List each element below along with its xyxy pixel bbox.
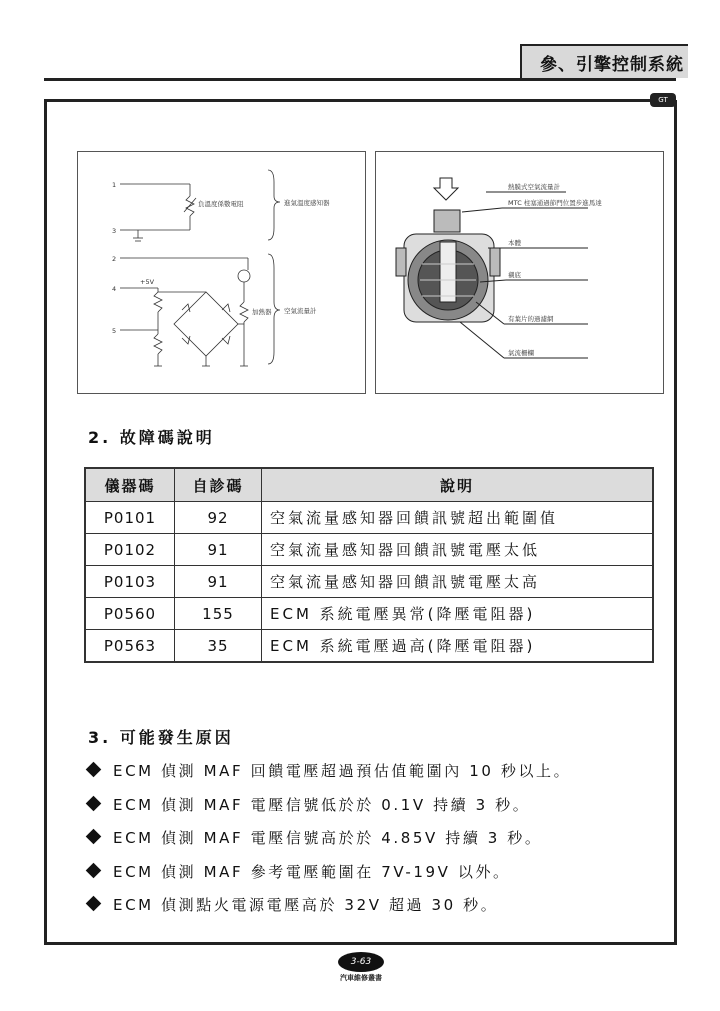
circuit-diagram — [78, 152, 365, 393]
page-number: 3-63 — [338, 952, 384, 972]
cause-list-item: ECM 偵測 MAF 參考電壓範圍在 7V-19V 以外。 — [88, 861, 511, 882]
circuit-diagram-figure — [77, 151, 366, 394]
header-rule — [44, 78, 676, 81]
self-diagnosis-code-cell: 35 — [175, 630, 262, 663]
plus5v-label: +5V — [140, 278, 155, 286]
table-row — [85, 502, 653, 534]
instrument-code-cell: P0101 — [85, 502, 175, 534]
sensor-callout: 襯底 — [508, 271, 521, 279]
pin-label: 1 — [112, 181, 117, 189]
diamond-bullet-icon — [86, 829, 102, 845]
frame-left-border — [44, 100, 47, 944]
pin-label: 3 — [112, 227, 117, 235]
table-row — [85, 630, 653, 663]
column-header: 說明 — [262, 468, 654, 502]
sensor-callout: 氣流柵欄 — [508, 349, 534, 357]
description-cell: 空氣流量感知器回饋訊號電壓太低 — [262, 534, 654, 566]
description-cell: 空氣流量感知器回饋訊號電壓太高 — [262, 566, 654, 598]
sensor-callout: 熱膜式空氣流量計 — [508, 183, 560, 191]
intake-temp-sensor-label: 進氣溫度感知器 — [284, 199, 330, 207]
section-title: 參、引擎控制系統 — [540, 55, 684, 75]
table-row — [85, 598, 653, 630]
frame-bottom-rule — [44, 942, 677, 945]
column-header: 儀器碼 — [85, 468, 175, 502]
publisher-label: 汽車維修叢書 — [340, 974, 382, 982]
fault-code-table — [84, 467, 654, 663]
self-diagnosis-code-cell: 91 — [175, 566, 262, 598]
diamond-bullet-icon — [86, 896, 102, 912]
description-cell: ECM 系統電壓過高(降壓電阻器) — [262, 630, 654, 663]
thermistor-label: 負溫度係數電阻 — [198, 200, 244, 208]
section-3-heading: 3. 可能發生原因 — [88, 728, 234, 747]
diamond-bullet-icon — [86, 762, 102, 778]
cause-list-item: ECM 偵測 MAF 電壓信號高於於 4.85V 持續 3 秒。 — [88, 827, 543, 848]
sensor-illustration — [376, 152, 663, 393]
pin-label: 5 — [112, 327, 117, 335]
header-logo: GT — [650, 93, 676, 107]
section-header-tab — [520, 44, 688, 78]
pin-label: 4 — [112, 285, 117, 293]
diamond-bullet-icon — [86, 796, 102, 812]
table-row — [85, 534, 653, 566]
heater-label: 加熱器 — [252, 308, 272, 316]
cause-list-item: ECM 偵測 MAF 電壓信號低於於 0.1V 持續 3 秒。 — [88, 794, 530, 815]
cause-list-item: ECM 偵測點火電源電壓高於 32V 超過 30 秒。 — [88, 894, 498, 915]
frame-right-border — [674, 100, 677, 944]
instrument-code-cell: P0560 — [85, 598, 175, 630]
airflow-meter-label: 空氣流量計 — [284, 307, 317, 315]
diamond-bullet-icon — [86, 863, 102, 879]
sensor-callout: MTC 柱塞通過節門位置步進馬達 — [508, 199, 602, 207]
sensor-callout: 有葉片的過濾網 — [508, 315, 554, 323]
description-cell: 空氣流量感知器回饋訊號超出範圍值 — [262, 502, 654, 534]
column-header: 自診碼 — [175, 468, 262, 502]
description-cell: ECM 系統電壓異常(降壓電阻器) — [262, 598, 654, 630]
frame-top-rule — [44, 99, 660, 102]
self-diagnosis-code-cell: 91 — [175, 534, 262, 566]
instrument-code-cell: P0563 — [85, 630, 175, 663]
section-2-heading: 2. 故障碼說明 — [88, 428, 215, 447]
cause-list-item: ECM 偵測 MAF 回饋電壓超過預估值範圍內 10 秒以上。 — [88, 760, 571, 781]
pin-label: 2 — [112, 255, 117, 263]
self-diagnosis-code-cell: 155 — [175, 598, 262, 630]
sensor-callout: 本體 — [508, 239, 521, 247]
table-header-row — [85, 468, 653, 502]
table-row — [85, 566, 653, 598]
sensor-cutaway-figure — [375, 151, 664, 394]
self-diagnosis-code-cell: 92 — [175, 502, 262, 534]
instrument-code-cell: P0103 — [85, 566, 175, 598]
instrument-code-cell: P0102 — [85, 534, 175, 566]
